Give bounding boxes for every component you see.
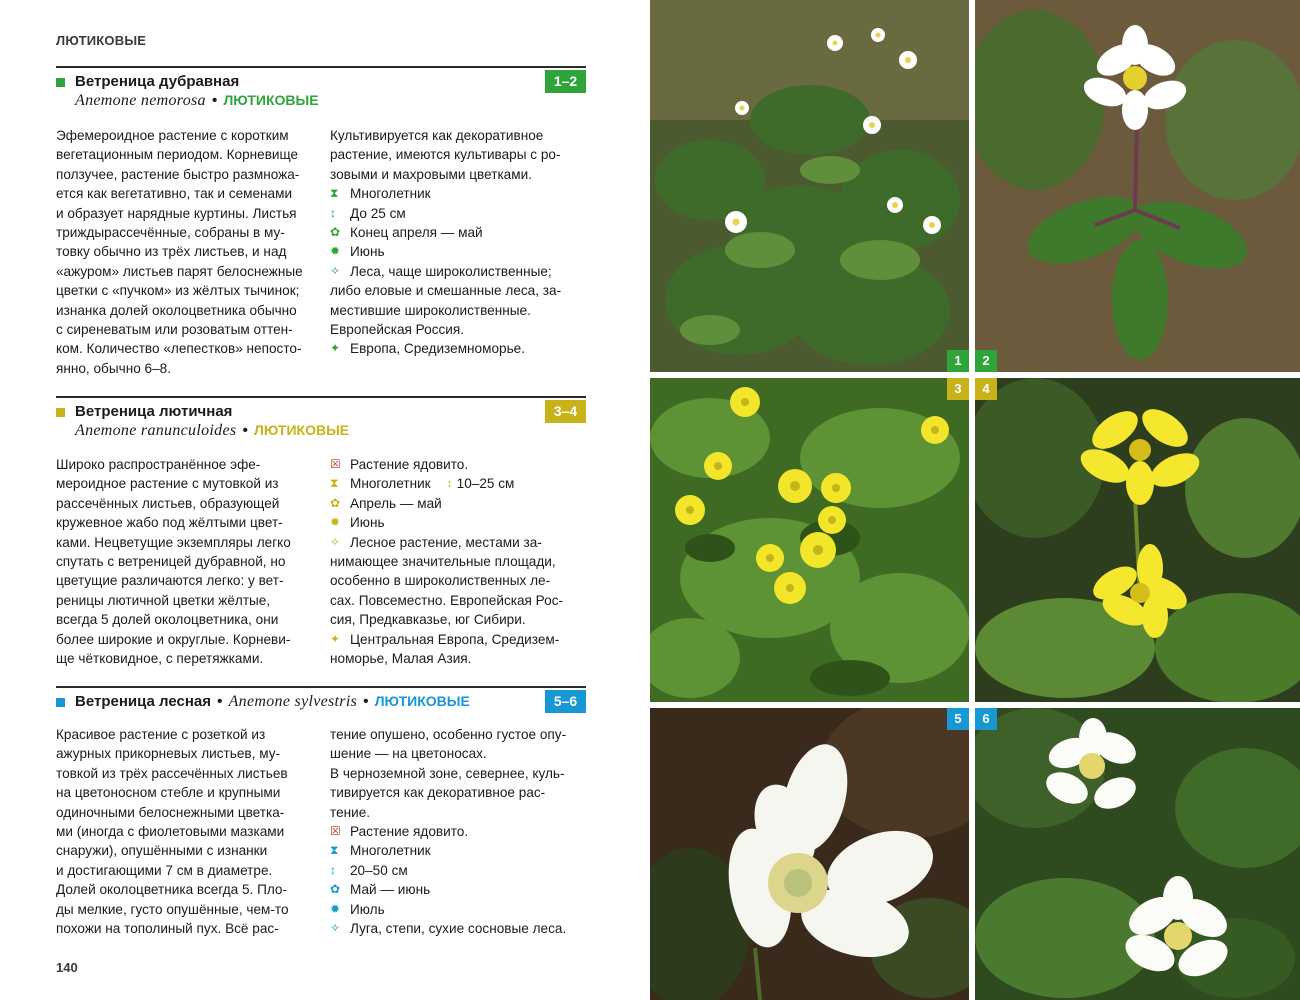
fact-perennial bbox=[330, 841, 586, 860]
fact-poison bbox=[330, 822, 586, 841]
fact-fruiting bbox=[330, 242, 586, 261]
height-icon: ↕ bbox=[446, 476, 453, 491]
running-head: ЛЮТИКОВЫЕ bbox=[56, 33, 147, 48]
photo-number-badge: 3 bbox=[947, 378, 969, 400]
description-line: более широкие и округлые. Корневи- bbox=[56, 631, 291, 647]
fact-range bbox=[330, 630, 586, 649]
hourglass-icon: ⧗ bbox=[330, 186, 339, 201]
description-line: Эфемероидное растение с коротким bbox=[56, 128, 289, 143]
fruit-icon: ✹ bbox=[330, 901, 341, 916]
fact-text: особенно в широколиственных ле- bbox=[330, 573, 551, 589]
fact-text: Многолетник bbox=[350, 843, 431, 859]
photo-number-badge: 2 bbox=[975, 350, 997, 372]
description-line: с сиреневатым или розоватым оттен- bbox=[56, 322, 293, 338]
fact-fruiting bbox=[330, 900, 586, 919]
description-line: кружевное жабо под жёлтыми цвет- bbox=[56, 515, 283, 531]
photo-number-badge: 5 bbox=[947, 708, 969, 730]
species-anemone-nemorosa bbox=[56, 66, 586, 378]
hourglass-icon: ⧗ bbox=[330, 843, 339, 858]
description-line: Красивое растение с розеткой из bbox=[56, 727, 266, 742]
photo-anemone-sylvestris-closeup bbox=[650, 708, 969, 1000]
photo-range-badge: 3–4 bbox=[545, 400, 586, 423]
description-line: ками. Нецветущие экземпляры легко bbox=[56, 534, 291, 550]
fact-text: либо еловые и смешанные леса, за- bbox=[330, 283, 562, 299]
description-line: ползучее, растение быстро размножа- bbox=[56, 166, 300, 182]
bullet-separator: • bbox=[363, 693, 369, 710]
description-line: похожи на тополиный пух. Всё рас- bbox=[56, 921, 279, 937]
description-line: тение опушено, особенно густое опу- bbox=[330, 727, 567, 742]
fact-text: Европа, Средиземноморье. bbox=[350, 341, 525, 357]
description-line: «ажуром» листьев парят белоснежные bbox=[56, 263, 303, 279]
page-number: 140 bbox=[56, 960, 78, 975]
description-line: рассечённых листьев, образующей bbox=[56, 495, 280, 511]
title-line bbox=[75, 693, 470, 711]
facts-column bbox=[330, 455, 586, 668]
fact-text: Растение ядовито. bbox=[350, 824, 469, 840]
range-cross-icon: ✦ bbox=[330, 341, 341, 356]
fact-text: Многолетник bbox=[350, 186, 431, 202]
common-name: Ветреница дубравная bbox=[75, 73, 240, 90]
photo-page bbox=[650, 0, 1300, 1000]
hourglass-icon: ⧗ bbox=[330, 476, 339, 491]
fact-text: Европейская Россия. bbox=[330, 322, 465, 338]
description-line: цветущие различаются легко: у вет- bbox=[56, 573, 284, 589]
description-line: реницы лютичной цветки жёлтые, bbox=[56, 592, 271, 608]
description-line: ды мелкие, густо опушённые, чем-то bbox=[56, 901, 289, 917]
description-line: янно, обычно 6–8. bbox=[56, 360, 171, 376]
fact-height bbox=[330, 861, 586, 880]
fact-text: сах. Повсеместно. Европейская Рос- bbox=[330, 592, 564, 608]
description-column bbox=[56, 126, 312, 378]
height-icon: ↕ bbox=[330, 205, 336, 220]
description-line: и образует нарядные куртины. Листья bbox=[56, 205, 297, 221]
text-page bbox=[0, 0, 648, 1000]
fact-text: номорье, Малая Азия. bbox=[330, 651, 472, 667]
flower-icon: ✿ bbox=[330, 225, 341, 240]
description-line: одиночными белоснежными цветка- bbox=[56, 804, 285, 820]
species-anemone-ranunculoides bbox=[56, 396, 586, 676]
photo-anemone-nemorosa-closeup bbox=[975, 0, 1300, 372]
blue-square-marker bbox=[56, 698, 65, 707]
fact-text: Июнь bbox=[350, 244, 385, 260]
photo-anemone-ranunculoides-cluster bbox=[650, 378, 969, 702]
fact-flowering bbox=[330, 494, 586, 513]
habitat-star-icon: ✧ bbox=[330, 921, 341, 936]
photo-range-badge: 5–6 bbox=[545, 690, 586, 713]
description-line: ще чётковидное, с перетяжками. bbox=[56, 651, 264, 667]
fact-perennial bbox=[330, 184, 586, 203]
bullet-separator: • bbox=[242, 422, 248, 439]
description-line: цветки с «пучком» из жёлтых тычинок; bbox=[56, 283, 300, 299]
description-line: вегетационным периодом. Корневище bbox=[56, 147, 299, 163]
description-line: товкой из трёх рассечённых листьев bbox=[56, 765, 288, 781]
description-column bbox=[56, 725, 312, 938]
description-line: шение — на цветоносах. bbox=[330, 746, 487, 762]
fact-text: Многолетник bbox=[350, 476, 431, 492]
range-cross-icon: ✦ bbox=[330, 631, 341, 646]
fruit-icon: ✹ bbox=[330, 515, 341, 530]
species-header bbox=[56, 396, 586, 444]
description-line: мероидное растение с мутовкой из bbox=[56, 476, 279, 492]
fact-text: Апрель — май bbox=[350, 495, 442, 511]
bullet-separator: • bbox=[217, 693, 223, 710]
common-name: Ветреница лютичная bbox=[75, 403, 233, 420]
fact-text: Июль bbox=[350, 901, 385, 917]
green-square-marker bbox=[56, 78, 65, 87]
fact-text: 20–50 см bbox=[350, 862, 408, 878]
description-column bbox=[56, 455, 312, 668]
species-anemone-sylvestris bbox=[56, 686, 586, 946]
fact-flowering bbox=[330, 223, 586, 242]
fruit-icon: ✹ bbox=[330, 244, 341, 259]
description-line: товку обычно из трёх листьев, и над bbox=[56, 244, 287, 260]
photo-number-badge: 6 bbox=[975, 708, 997, 730]
description-line: всегда 5 долей околоцветника, они bbox=[56, 612, 279, 628]
fact-text: Лесное растение, местами за- bbox=[350, 534, 542, 550]
photo-number-badge: 1 bbox=[947, 350, 969, 372]
fact-habitat bbox=[330, 919, 586, 938]
poison-icon: ☒ bbox=[330, 457, 341, 471]
photo-range-badge: 1–2 bbox=[545, 70, 586, 93]
fact-text: сия, Предкавказье, юг Сибири. bbox=[330, 612, 526, 628]
description-line: и достигающими 7 см в диаметре. bbox=[56, 862, 273, 878]
flower-icon: ✿ bbox=[330, 495, 341, 510]
latin-name: Anemone ranunculoides bbox=[75, 422, 237, 439]
fact-text: 10–25 см bbox=[456, 476, 515, 492]
fact-range bbox=[330, 339, 586, 358]
facts-column bbox=[330, 725, 586, 938]
description-line: Культивируется как декоративное bbox=[330, 128, 544, 143]
latin-line bbox=[75, 92, 319, 110]
fact-text: нимающее значительные площади, bbox=[330, 554, 556, 570]
fact-text: Май — июнь bbox=[350, 882, 431, 898]
latin-name: Anemone sylvestris bbox=[228, 693, 358, 710]
family-name: ЛЮТИКОВЫЕ bbox=[374, 693, 470, 709]
description-line: растение, имеются культивары с ро- bbox=[330, 147, 561, 163]
fact-height bbox=[330, 204, 586, 223]
fact-habitat bbox=[330, 533, 586, 552]
facts-column bbox=[330, 126, 586, 359]
description-line: ком. Количество «лепестков» непосто- bbox=[56, 341, 302, 357]
description-line: тение. bbox=[330, 804, 371, 820]
fact-text: Конец апреля — май bbox=[350, 225, 483, 241]
description-line: на цветоносном стебле и крупными bbox=[56, 785, 281, 801]
description-line: тивируется как декоративное рас- bbox=[330, 785, 546, 801]
photo-number-badge: 4 bbox=[975, 378, 997, 400]
species-header bbox=[56, 686, 586, 716]
latin-line bbox=[75, 422, 349, 440]
common-name: Ветреница лесная bbox=[75, 693, 211, 710]
fact-text: Растение ядовито. bbox=[350, 457, 469, 472]
flower-icon: ✿ bbox=[330, 882, 341, 897]
description-line: ми (иногда с фиолетовыми мазками bbox=[56, 824, 285, 840]
fact-perennial-height bbox=[330, 474, 586, 493]
fact-text: Леса, чаще широколиственные; bbox=[350, 263, 552, 279]
poison-icon: ☒ bbox=[330, 824, 341, 839]
species-header bbox=[56, 66, 586, 114]
habitat-star-icon: ✧ bbox=[330, 534, 341, 549]
description-line: В черноземной зоне, севернее, куль- bbox=[330, 765, 565, 781]
fact-text: Июнь bbox=[350, 515, 385, 531]
fact-fruiting bbox=[330, 513, 586, 532]
description-line: снаружи), опушёнными с изнанки bbox=[56, 843, 268, 859]
description-line: ется как вегетативно, так и семенами bbox=[56, 186, 293, 202]
description-line: триждырассечённые, собраны в му- bbox=[56, 225, 285, 241]
description-line: зовыми и махровыми цветками. bbox=[330, 166, 532, 182]
photo-anemone-nemorosa-patch bbox=[650, 0, 969, 372]
photo-anemone-sylvestris-pair bbox=[975, 708, 1300, 1000]
description-line: изнанка долей околоцветника обычно bbox=[56, 302, 297, 318]
bullet-separator: • bbox=[212, 92, 218, 109]
description-line: спутать с ветреницей дубравной, но bbox=[56, 554, 286, 570]
family-name: ЛЮТИКОВЫЕ bbox=[254, 422, 350, 438]
description-line: Долей околоцветника всегда 5. Пло- bbox=[56, 882, 288, 898]
fact-text: До 25 см bbox=[350, 205, 406, 221]
fact-habitat bbox=[330, 262, 586, 281]
fact-text: Луга, степи, сухие сосновые леса. bbox=[350, 921, 567, 937]
fact-text: Центральная Европа, Средизем- bbox=[350, 631, 560, 647]
family-name: ЛЮТИКОВЫЕ bbox=[223, 92, 319, 108]
height-icon: ↕ bbox=[330, 862, 336, 877]
fact-text: местившие широколиственные. bbox=[330, 302, 531, 318]
fact-poison bbox=[330, 455, 586, 474]
photo-anemone-ranunculoides-closeup bbox=[975, 378, 1300, 702]
fact-flowering bbox=[330, 880, 586, 899]
habitat-star-icon: ✧ bbox=[330, 263, 341, 278]
description-line: Широко распространённое эфе- bbox=[56, 457, 261, 472]
latin-name: Anemone nemorosa bbox=[75, 92, 206, 109]
yellow-square-marker bbox=[56, 408, 65, 417]
description-line: ажурных прикорневых листьев, му- bbox=[56, 746, 281, 762]
